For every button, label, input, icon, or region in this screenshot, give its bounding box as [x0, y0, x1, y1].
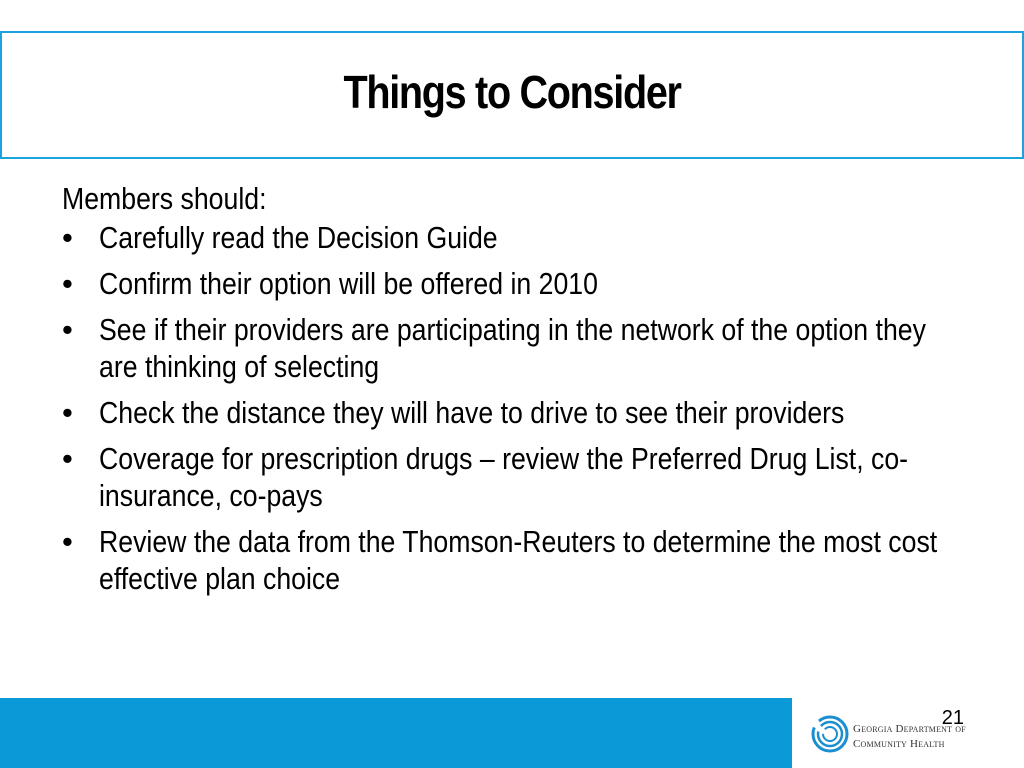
bullet-marker: •	[62, 266, 73, 301]
bullet-marker: •	[62, 441, 73, 476]
bullet-item	[62, 265, 962, 302]
bullet-marker: •	[62, 312, 73, 347]
org-name-line2: Community Health	[853, 738, 945, 750]
page-number: 21	[941, 707, 964, 729]
bullet-list	[62, 219, 962, 597]
bullet-item	[62, 394, 962, 431]
bullet-item	[62, 311, 962, 385]
intro-text: Members should:	[62, 181, 267, 216]
footer-bar	[0, 698, 792, 768]
bullet-item	[62, 219, 962, 256]
dch-swirl-logo-icon	[810, 714, 850, 759]
bullet-text: Check the distance they will have to drive to see their providers	[99, 395, 845, 430]
bullet-text: Confirm their option will be offered in 2010	[99, 266, 598, 301]
bullet-item	[62, 440, 962, 514]
bullet-marker: •	[62, 220, 73, 255]
bullet-text: See if their providers are participating in the network of the option they are thinking of selecting	[99, 312, 926, 384]
bullet-marker: •	[62, 524, 73, 559]
bullet-marker: •	[62, 395, 73, 430]
bullet-text: Coverage for prescription drugs – review the Preferred Drug List, co-insurance, co-pays	[99, 441, 909, 513]
title-box	[0, 31, 1024, 159]
bullet-text: Carefully read the Decision Guide	[99, 220, 498, 255]
slide-title: Things to Consider	[343, 66, 681, 118]
bullet-text: Review the data from the Thomson-Reuters to determine the most cost effective plan choice	[99, 524, 938, 596]
org-name	[853, 722, 966, 752]
slide-content	[62, 180, 962, 606]
org-name-line1: Georgia Department of	[853, 723, 966, 735]
bullet-item	[62, 523, 962, 597]
